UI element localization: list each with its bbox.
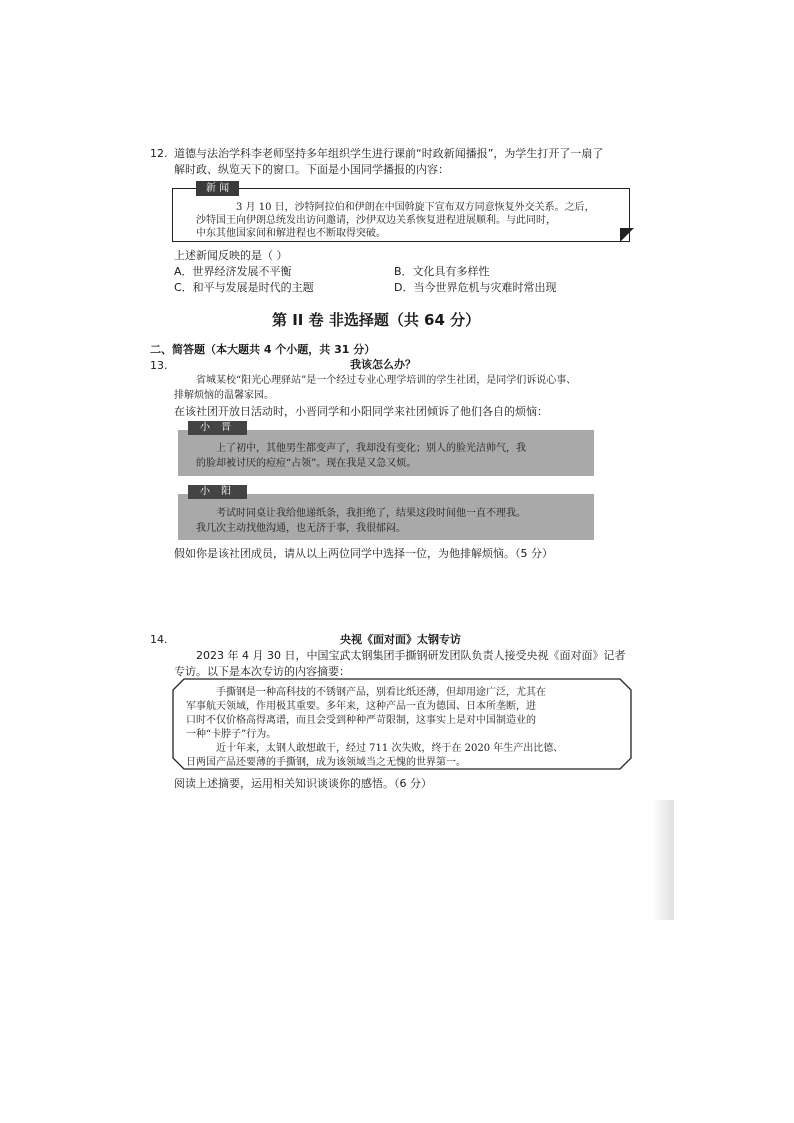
q14-number: 14.: [150, 633, 168, 646]
q12-option-c: C．和平与发展是时代的主题: [174, 281, 314, 294]
q12-option-d: D．当今世界危机与灾难时常出现: [394, 281, 557, 294]
q14-title: 央视《面对面》太钢专访: [340, 633, 461, 646]
q12-option-b: B．文化具有多样性: [394, 265, 490, 278]
q13-task: 假如你是该社团成员，请从以上两位同学中选择一位，为他排解烦恼。（5 分）: [174, 547, 553, 560]
news-box-corner: [620, 228, 634, 242]
xiaoyang-line2: 我几次主动找他沟通，也无济于事，我很郁闷。: [196, 523, 406, 534]
q14-box-line4: 一种“卡脖子”行为。: [186, 729, 277, 740]
q14-box-line1: 手撕钢是一种高科技的不锈钢产品，别看比纸还薄，但却用途广泛，尤其在: [216, 687, 546, 698]
q14-box-line6: 日两国产品还要薄的手撕钢，成为该领域当之无愧的世界第一。: [186, 757, 466, 768]
q12-question: 上述新闻反映的是（ ）: [174, 249, 288, 262]
q13-number: 13.: [150, 359, 168, 372]
scan-shadow: [652, 800, 674, 920]
xiaojin-tab: 小 晋: [188, 421, 247, 435]
q13-context: 在该社团开放日活动时，小晋同学和小阳同学来社团倾诉了他们各自的烦恼：: [174, 405, 548, 418]
q14-box-line2: 军事航天领域，作用极其重要。多年来，这种产品一直为德国、日本所垄断，进: [186, 701, 536, 712]
q12-option-a: A．世界经济发展不平衡: [174, 265, 292, 278]
q14-box-line3: 口时不仅价格高得离谱，而且会受到种种严苛限制，这事实上是对中国制造业的: [186, 715, 536, 726]
q13-intro-line1: 省城某校“阳光心理驿站”是一个经过专业心理学培训的学生社团，是同学们诉说心事、: [196, 375, 577, 386]
q12-stem-line1: 道德与法治学科李老师坚持多年组织学生进行课前“时政新闻播报”，为学生打开了一扇了: [174, 147, 604, 160]
news-line3: 中东其他国家间和解进程也不断取得突破。: [196, 228, 386, 239]
news-line1: 3 月 10 日，沙特阿拉伯和伊朗在中国斡旋下宣布双方同意恢复外交关系。之后，: [236, 202, 595, 213]
news-tab: 新 闻: [196, 181, 239, 196]
q12-stem-line2: 解时政、纵览天下的窗口。下面是小国同学播报的内容：: [174, 163, 449, 176]
q14-intro-line1: 2023 年 4 月 30 日，中国宝武太钢集团手撕钢研发团队负责人接受央视《面对面》记者: [196, 649, 626, 662]
q14-intro-line2: 专访。以下是本次专访的内容摘要：: [174, 665, 350, 678]
q13-intro-line2: 排解烦恼的温馨家园。: [174, 390, 274, 401]
xiaojin-line2: 的脸却被讨厌的痘痘“占领”。现在我是又急又烦。: [196, 458, 417, 469]
xiaoyang-tab: 小 阳: [188, 485, 247, 499]
xiaoyang-line1: 考试时同桌让我给他递纸条，我拒绝了，结果这段时间他一直不理我。: [216, 508, 526, 519]
news-line2: 沙特国王向伊朗总统发出访问邀请，沙伊双边关系恢复进程进展顺利。与此同时，: [196, 215, 556, 226]
section-title: 第 II 卷 非选择题（共 64 分）: [272, 311, 481, 329]
xiaojin-line1: 上了初中，其他男生都变声了，我却没有变化；别人的脸光洁帅气，我: [216, 443, 526, 454]
q14-task: 阅读上述摘要，运用相关知识谈谈你的感悟。（6 分）: [174, 777, 432, 790]
section-subheading: 二、简答题（本大题共 4 个小题，共 31 分）: [150, 343, 376, 356]
q13-title: 我该怎么办？: [350, 358, 416, 371]
q14-box-line5: 近十年来，太钢人敢想敢干，经过 711 次失败，终于在 2020 年生产出比德、: [216, 743, 564, 754]
q12-number: 12.: [150, 147, 168, 160]
